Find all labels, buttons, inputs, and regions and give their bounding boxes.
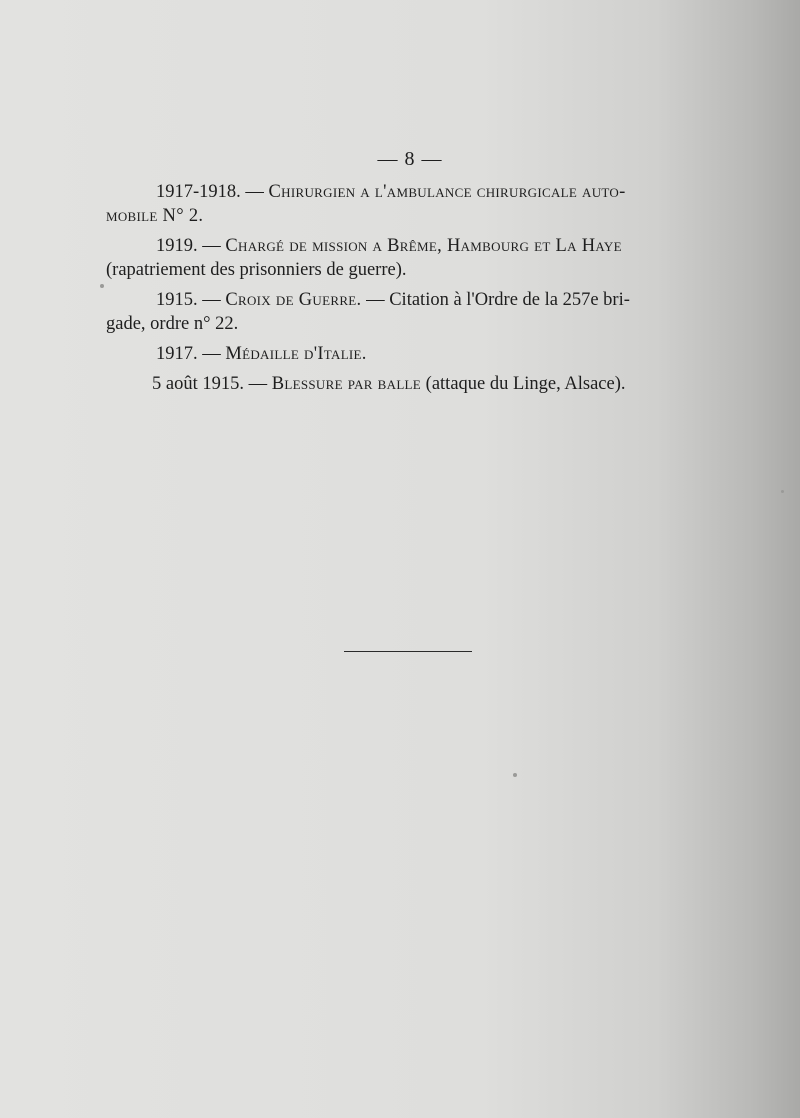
entry-dash: — (202, 236, 221, 256)
section-end-rule (344, 651, 472, 652)
entry-detail: — Citation à l'Ordre de la 257e bri- (366, 290, 630, 310)
entry-date: 1917-1918. (156, 182, 241, 202)
record-entry-medaille-italie (156, 342, 688, 366)
entry-title: Chirurgien a l'ambulance chirurgicale auto- (268, 182, 626, 202)
service-record-list (106, 180, 688, 402)
entry-title-continuation: mobile N° 2. (106, 206, 204, 226)
record-entry-croix-de-guerre (106, 288, 688, 336)
entry-date: 1919. (156, 236, 198, 256)
paper-speck (513, 773, 517, 777)
paper-speck (781, 490, 784, 493)
entry-date: 1915. (156, 290, 198, 310)
entry-title: Blessure par balle (271, 374, 422, 394)
entry-date: 1917. (156, 344, 198, 364)
record-entry-blessure (152, 372, 688, 396)
entry-dash: — (248, 374, 268, 394)
entry-detail: (rapatriement des prisonniers de guerre). (106, 260, 407, 280)
paper-speck (100, 284, 104, 288)
entry-date: 5 août 1915. (152, 374, 244, 394)
entry-detail-continuation: gade, ordre n° 22. (106, 314, 239, 334)
page-number: — 8 — (377, 148, 443, 170)
entry-title: Croix de Guerre. (225, 290, 362, 310)
entry-dash: — (202, 290, 221, 310)
entry-dash: — (202, 344, 221, 364)
record-entry-ambulance (106, 180, 688, 228)
entry-title: Médaille d'Italie. (225, 344, 367, 364)
entry-dash: — (245, 182, 264, 202)
entry-detail: (attaque du Linge, Alsace). (425, 374, 626, 394)
entry-title: Chargé de mission a Brême, Hambourg et La Haye (225, 236, 622, 256)
record-entry-mission (106, 234, 688, 282)
